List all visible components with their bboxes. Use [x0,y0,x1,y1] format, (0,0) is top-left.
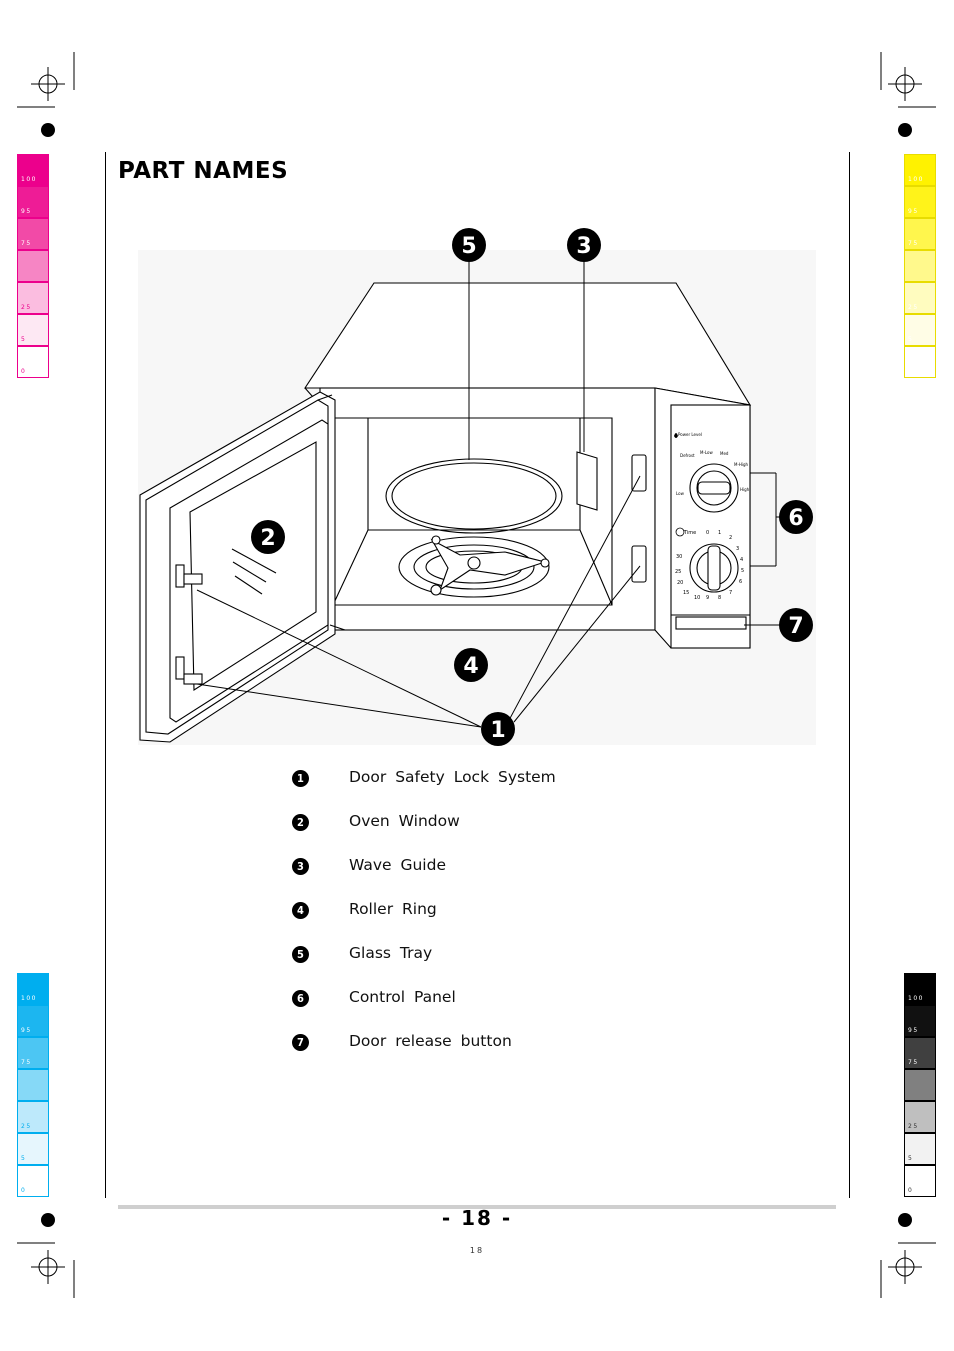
timer-label: Time [684,530,697,536]
timer-mark: 1 [718,530,722,536]
color-swatch [904,314,936,346]
timer-mark: 8 [718,595,722,601]
setting-low: Low [676,491,684,496]
legend-item [292,810,460,834]
color-swatch [904,1069,936,1101]
color-swatch [904,973,936,1005]
swatch-label: 5 [908,1155,914,1162]
swatch-label: 25 [908,304,919,311]
page-number: - 18 - [441,1206,513,1230]
magenta-color-strip [17,154,49,378]
timer-mark: 10 [694,595,701,601]
color-swatch [904,346,936,378]
microwave-diagram [130,225,830,755]
timer-mark: 3 [736,546,740,552]
legend-number: 7 [292,1034,309,1051]
legend-number: 3 [292,858,309,875]
timer-mark: 5 [741,568,745,574]
legend-number: 2 [292,814,309,831]
color-swatch [904,1005,936,1037]
color-swatch [17,154,49,186]
legend-item [292,942,433,966]
legend-item [292,766,556,790]
legend-item [292,1030,512,1054]
setting-high: High [740,487,750,492]
setting-med: Med [720,451,729,456]
swatch-label: 75 [21,240,32,247]
swatch-label: 95 [908,208,919,215]
yellow-color-strip [904,154,936,378]
callout-3: 3 [576,234,592,259]
swatch-label: 25 [908,1123,919,1130]
legend-label: Control Panel [349,988,456,1006]
callout-4: 4 [463,654,479,679]
legend-number: 5 [292,946,309,963]
timer-mark: 20 [677,580,684,586]
legend-label: Glass Tray [349,944,433,962]
timer-mark: 25 [675,569,682,575]
timer-mark: 15 [683,590,690,596]
swatch-label: 75 [21,1059,32,1066]
legend-item [292,986,456,1010]
swatch-label: 25 [21,1123,32,1130]
timer-mark: 2 [729,535,733,541]
color-swatch [17,1101,49,1133]
timer-mark: 4 [740,557,744,563]
swatch-label: 5 [21,1155,27,1162]
color-swatch [17,973,49,1005]
color-swatch [17,282,49,314]
black-color-strip [904,973,936,1197]
color-swatch [904,186,936,218]
callout-1: 1 [490,718,506,743]
swatch-label: 95 [21,208,32,215]
legend-number: 1 [292,770,309,787]
color-swatch [17,1165,49,1197]
swatch-label: 0 [908,1187,914,1194]
callout-7: 7 [788,614,804,639]
callout-2: 2 [260,526,276,551]
color-swatch [17,1037,49,1069]
swatch-label: 100 [908,995,924,1002]
callout-6: 6 [788,506,804,531]
setting-defrost: Defrost [680,453,695,458]
color-swatch [904,154,936,186]
legend-label: Oven Window [349,812,460,830]
cyan-color-strip [17,973,49,1197]
timer-mark: 6 [739,579,743,585]
color-swatch [17,250,49,282]
color-swatch [904,1165,936,1197]
setting-m-low: M-Low [700,450,713,455]
color-swatch [17,1005,49,1037]
swatch-label: 0 [21,368,27,375]
color-swatch [904,218,936,250]
color-swatch [17,218,49,250]
color-swatch [17,1069,49,1101]
legend-label: Door release button [349,1032,512,1050]
swatch-label: 100 [21,995,37,1002]
swatch-label: 100 [908,176,924,183]
legend-label: Roller Ring [349,900,437,918]
setting-m-high: M-High [734,462,749,467]
timer-mark: 30 [676,554,683,560]
power-level-label: Power Level [678,432,702,437]
timer-mark: 7 [729,590,733,596]
swatch-label: 5 [21,336,27,343]
color-swatch [17,1133,49,1165]
swatch-label: 75 [908,1059,919,1066]
swatch-label: 0 [908,368,914,375]
color-swatch [904,1133,936,1165]
swatch-label: 75 [908,240,919,247]
legend-label: Wave Guide [349,856,446,874]
swatch-label: 95 [21,1027,32,1034]
timer-mark: 9 [706,595,710,601]
swatch-label: 95 [908,1027,919,1034]
swatch-label: 25 [21,304,32,311]
legend-item [292,854,446,878]
timer-mark: 0 [706,530,710,536]
color-swatch [904,1037,936,1069]
swatch-label: 5 [908,336,914,343]
color-swatch [904,250,936,282]
legend-number: 6 [292,990,309,1007]
page-title: PART NAMES [118,158,289,184]
color-swatch [904,282,936,314]
color-swatch [904,1101,936,1133]
legend-number: 4 [292,902,309,919]
page-small-number: 18 [469,1246,485,1255]
swatch-label: 0 [21,1187,27,1194]
callout-5: 5 [461,234,477,259]
color-swatch [17,186,49,218]
swatch-label: 100 [21,176,37,183]
legend-label: Door Safety Lock System [349,768,556,786]
color-swatch [17,314,49,346]
color-swatch [17,346,49,378]
legend-item [292,898,437,922]
